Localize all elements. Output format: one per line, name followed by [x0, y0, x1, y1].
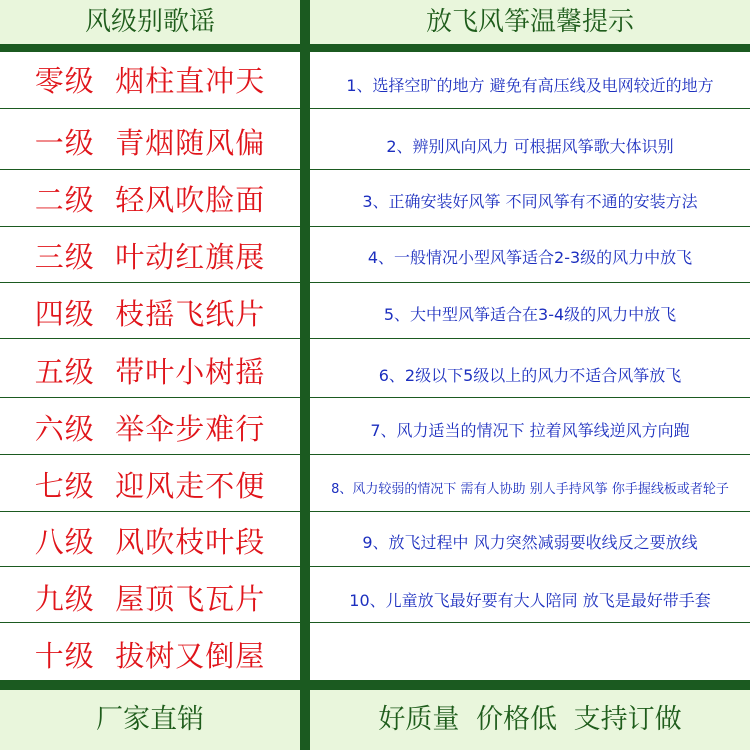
wind-level-name: 五级 [34, 355, 95, 389]
factory-direct-label: 厂家直销 [96, 704, 204, 735]
kite-tip: 8、风力较弱的情况下 需有人协助 别人手持风筝 你手握线板或者轮子 [331, 482, 729, 497]
wind-level-rhyme: 屋顶飞瓦片 [115, 582, 266, 616]
wind-level-row [0, 59, 300, 100]
kite-tip: 7、风力适当的情况下 拉着风筝线逆风方向跑 [370, 421, 690, 440]
kite-tip: 3、正确安装好风筝 不同风筝有不通的安装方法 [362, 192, 698, 211]
wind-level-name: 八级 [34, 525, 95, 559]
kite-tip: 9、放飞过程中 风力突然减弱要收线反之要放线 [362, 533, 698, 552]
wind-level-name: 一级 [34, 126, 95, 160]
wind-level-name: 六级 [34, 412, 95, 446]
row-divider [0, 454, 750, 455]
wind-level-name: 二级 [34, 183, 95, 217]
kite-tip: 5、大中型风筝适合在3-4级的风力中放飞 [383, 305, 677, 324]
wind-level-rhyme: 风吹枝叶段 [115, 525, 266, 559]
quality-slogan: 好质量 价格低 支持订做 [378, 704, 682, 735]
wind-level-row [0, 520, 300, 561]
wind-level-row [0, 292, 300, 333]
wind-level-name: 七级 [34, 469, 95, 503]
wind-level-name: 零级 [34, 64, 95, 98]
wind-level-rhyme: 青烟随风偏 [115, 126, 266, 160]
row-divider [0, 622, 750, 623]
wind-level-rhyme: 拔树又倒屋 [115, 639, 266, 673]
kite-tip: 1、选择空旷的地方 避免有高压线及电网较近的地方 [346, 76, 714, 95]
wind-level-rhyme: 枝摇飞纸片 [115, 297, 266, 331]
wind-level-name: 四级 [34, 297, 95, 331]
wind-level-name: 三级 [34, 240, 95, 274]
row-divider [0, 108, 750, 109]
row-divider [0, 511, 750, 512]
kite-tip: 2、辨别风向风力 可根据风筝歌大体识别 [386, 137, 674, 156]
wind-level-row [0, 634, 300, 675]
wind-level-row [0, 178, 300, 219]
wind-level-rhyme: 轻风吹脸面 [115, 183, 266, 217]
right-header-title: 放飞风筝温馨提示 [425, 7, 634, 37]
wind-level-row [0, 121, 300, 162]
wind-level-rhyme: 迎风走不便 [115, 469, 266, 503]
wind-level-rhyme: 举伞步难行 [115, 412, 266, 446]
wind-level-row [0, 350, 300, 391]
footer-divider [0, 680, 750, 690]
kite-tip: 4、一般情况小型风筝适合2-3级的风力中放飞 [367, 248, 693, 267]
wind-level-name: 十级 [34, 639, 95, 673]
wind-level-rhyme: 烟柱直冲天 [115, 64, 266, 98]
kite-tip: 6、2级以下5级以上的风力不适合风筝放飞 [378, 366, 682, 385]
row-divider [0, 282, 750, 283]
wind-level-name: 九级 [34, 582, 95, 616]
row-divider [0, 338, 750, 339]
row-divider [0, 226, 750, 227]
wind-level-row [0, 464, 300, 505]
row-divider [0, 397, 750, 398]
header-divider [0, 44, 750, 52]
wind-level-row [0, 577, 300, 618]
wind-level-rhyme: 叶动红旗展 [115, 240, 266, 274]
wind-level-row [0, 407, 300, 448]
row-divider [0, 566, 750, 567]
column-divider [300, 0, 310, 750]
kite-tip: 10、儿童放飞最好要有大人陪同 放飞是最好带手套 [349, 591, 711, 610]
left-header-title: 风级别歌谣 [84, 7, 215, 37]
wind-level-row [0, 235, 300, 276]
wind-level-rhyme: 带叶小树摇 [115, 355, 266, 389]
row-divider [0, 169, 750, 170]
